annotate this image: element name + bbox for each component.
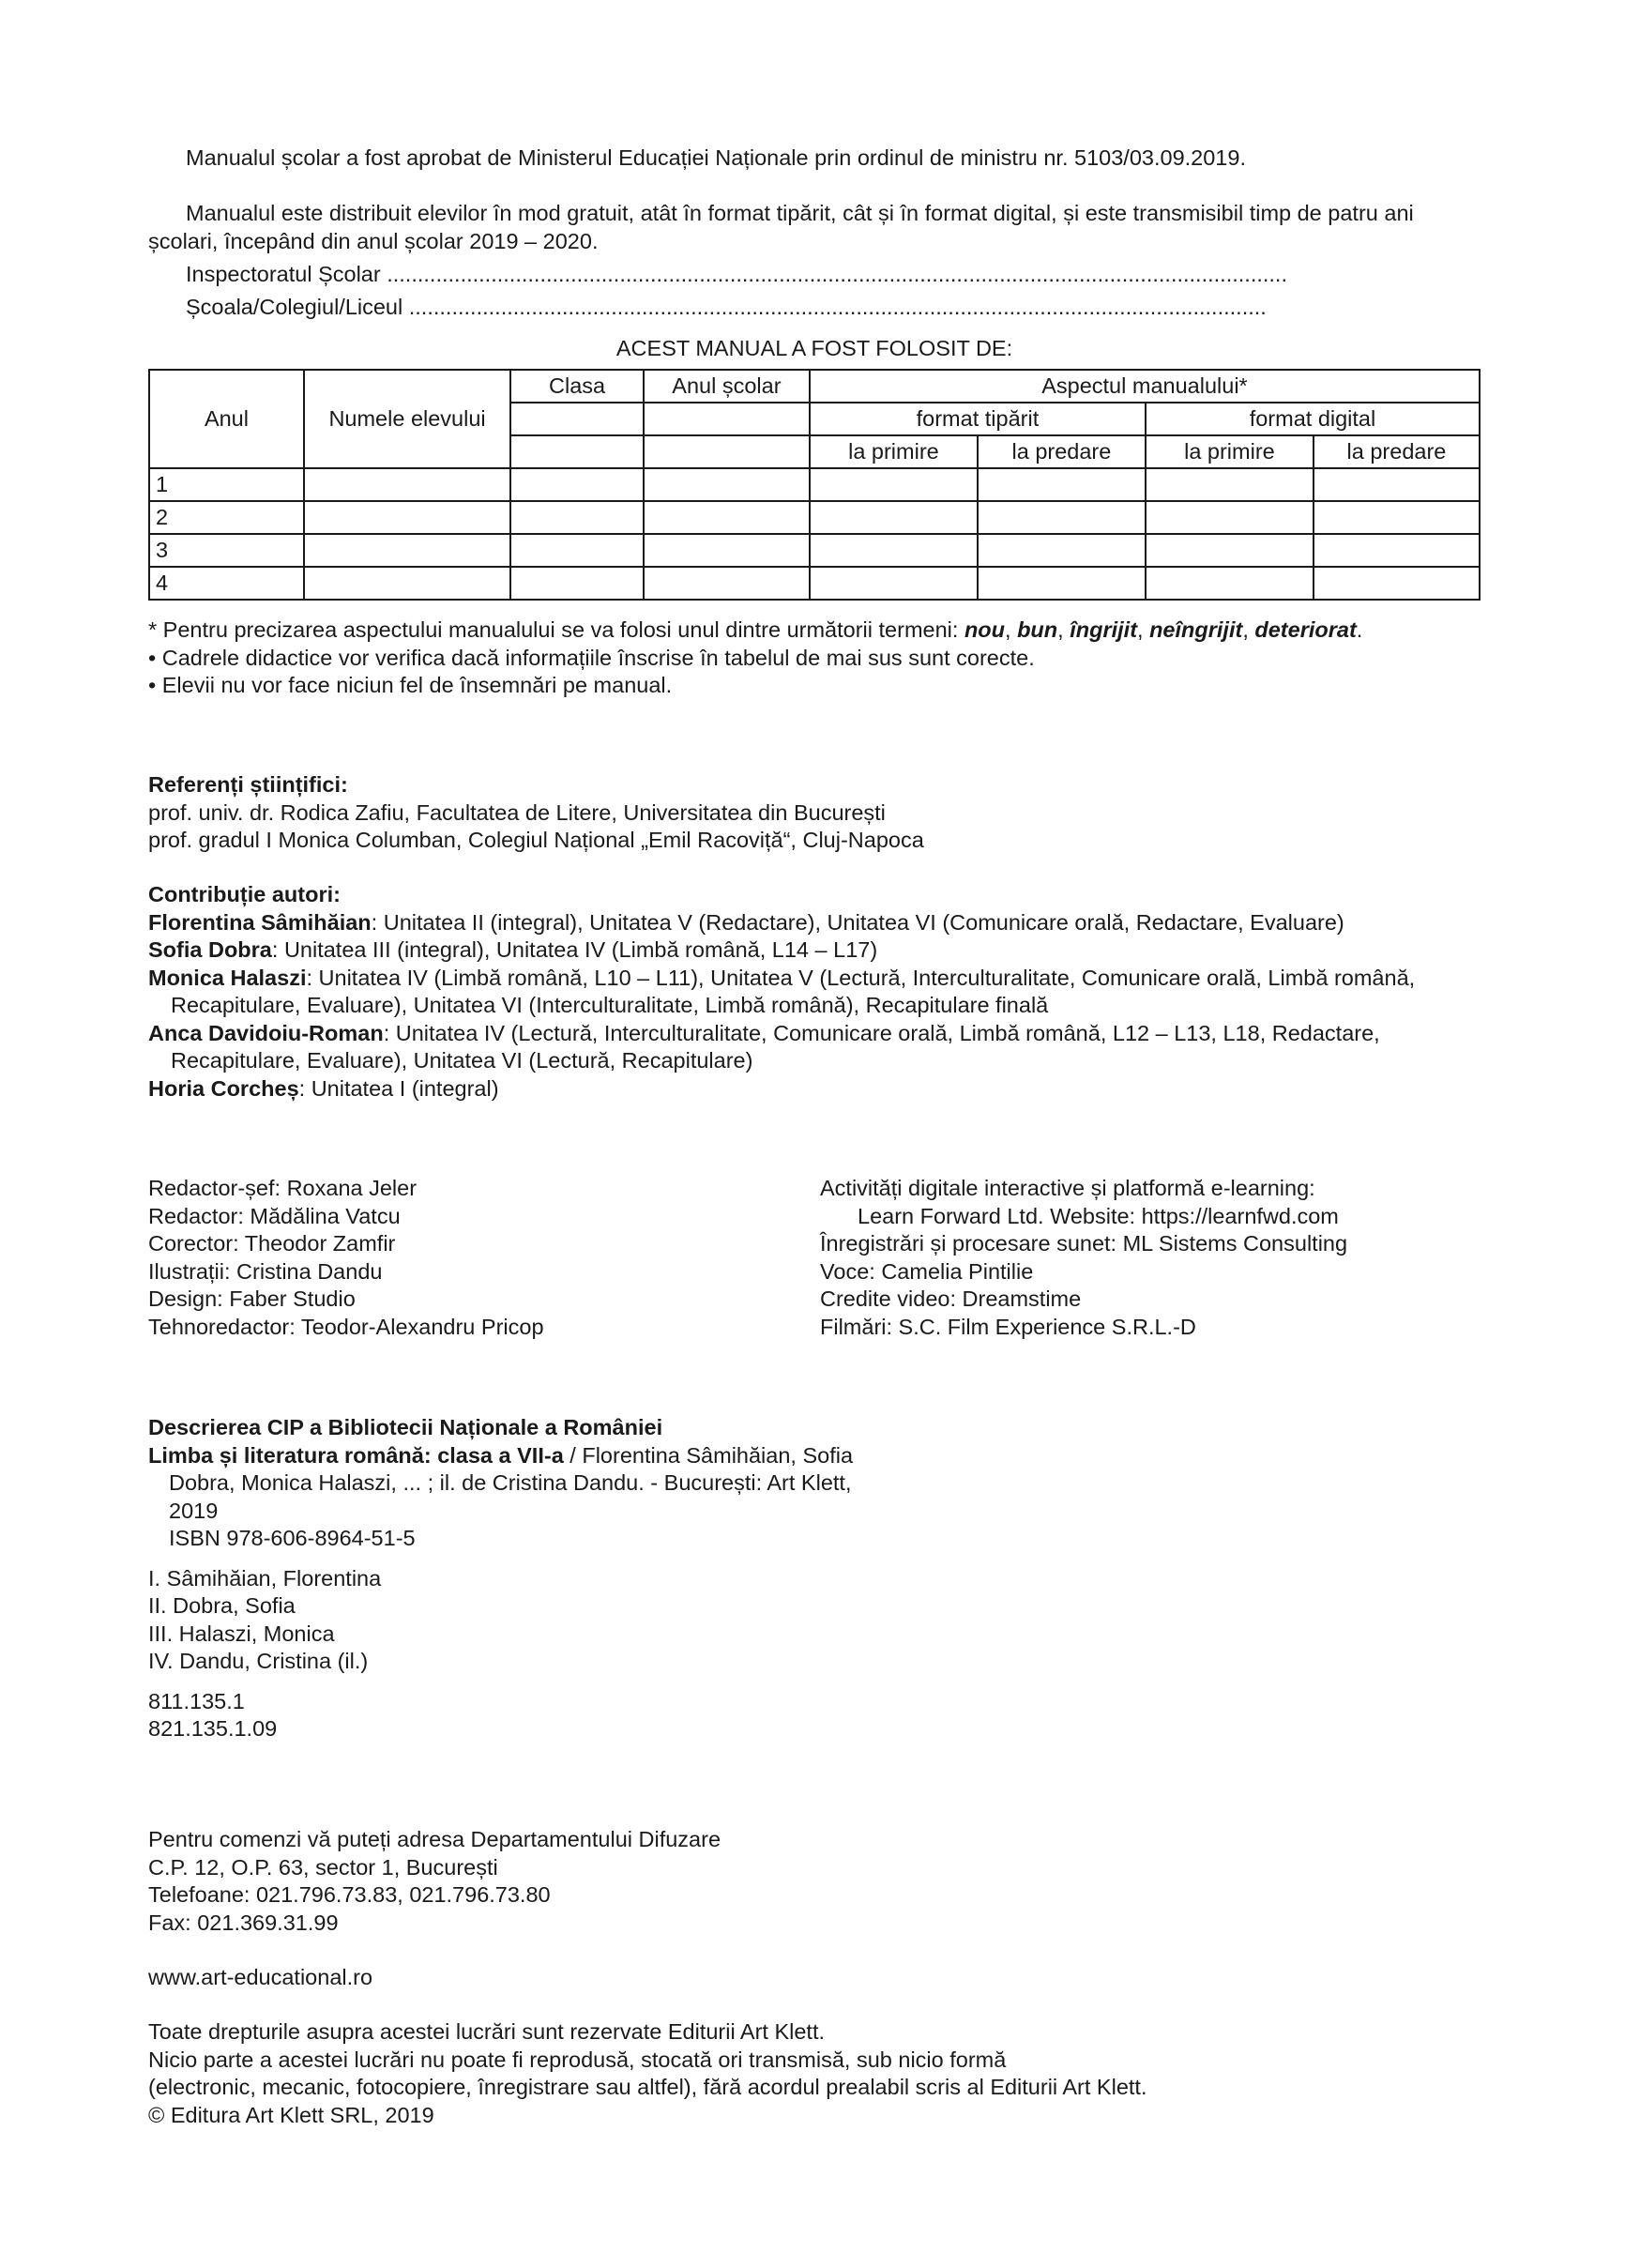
credit-line: Activități digitale interactive și platformă e-learning: bbox=[820, 1176, 1315, 1200]
cip-index-line: IV. Dandu, Cristina (il.) bbox=[148, 1649, 369, 1673]
orders-line: C.P. 12, O.P. 63, sector 1, București bbox=[148, 1854, 498, 1880]
cip-code: 821.135.1.09 bbox=[148, 1716, 278, 1741]
table-row bbox=[149, 501, 1480, 534]
credit-line: Credite video: Dreamstime bbox=[820, 1286, 1082, 1311]
header-anul: Anul bbox=[149, 370, 304, 468]
credit-line: Voce: Camelia Pintilie bbox=[820, 1258, 1034, 1284]
header-format-digital: format digital bbox=[1146, 403, 1480, 435]
header-la-primire: la primire bbox=[1146, 435, 1314, 468]
referent-line: prof. gradul I Monica Columban, Colegiul Național „Emil Racoviță“, Cluj-Napoca bbox=[148, 828, 924, 852]
referenti-section bbox=[148, 771, 1481, 855]
table-row bbox=[149, 468, 1480, 501]
header-la-predare: la predare bbox=[1314, 435, 1480, 468]
approval-text: Manualul școlar a fost aprobat de Ministerul Educației Naționale prin ordinul de ministru nr. 5103/03.09.2019. bbox=[186, 145, 1246, 170]
rights-line: (electronic, mecanic, fotocopiere, înregistrare sau altfel), fără acordul prealabil scris al Editurii Art Klett. bbox=[148, 2075, 1147, 2099]
cip-section bbox=[148, 1414, 880, 1743]
cell bbox=[510, 403, 644, 435]
note-terms: * Pentru precizarea aspectului manualului se va folosi unul dintre următorii termeni: nou, bun, îngrijit, neîngrijit, deteriorat. bbox=[148, 617, 1363, 642]
credit-line: Redactor-șef: Roxana Jeler bbox=[148, 1176, 418, 1200]
row-number: 1 bbox=[149, 468, 304, 501]
contributie-section bbox=[148, 881, 1481, 1103]
author-line: Horia Corcheș: Unitatea I (integral) bbox=[148, 1075, 499, 1101]
credit-line: Corector: Theodor Zamfir bbox=[148, 1231, 396, 1256]
orders-section bbox=[148, 1826, 1481, 1937]
table-title: ACEST MANUAL A FOST FOLOSIT DE: bbox=[615, 336, 1013, 360]
copyright: © Editura Art Klett SRL, 2019 bbox=[148, 2102, 434, 2127]
inspectorat-line: Inspectoratul Școlar ................................................................................................................................................... bbox=[186, 262, 1287, 286]
cip-index-line: II. Dobra, Sofia bbox=[148, 1593, 296, 1618]
cip-index-line: III. Halaszi, Monica bbox=[148, 1621, 335, 1646]
credit-line: Ilustrații: Cristina Dandu bbox=[148, 1258, 383, 1284]
credit-line: Filmări: S.C. Film Experience S.R.L.-D bbox=[820, 1314, 1196, 1339]
cip-heading: Descrierea CIP a Bibliotecii Naționale a României bbox=[148, 1415, 663, 1439]
header-la-primire: la primire bbox=[810, 435, 978, 468]
author-line: Anca Davidoiu-Roman: Unitatea IV (Lectură, Interculturalitate, Comunicare orală, Limbă română, L12 – L13, L18, Redactare, Recapitulare, Evaluare), Unitatea VI (Lectură, Recapitulare) bbox=[148, 1020, 1380, 1073]
cell bbox=[644, 435, 810, 468]
note-students: • Elevii nu vor face niciun fel de însemnări pe manual. bbox=[148, 673, 673, 697]
credits-left bbox=[148, 1175, 805, 1341]
scoala-line: Școala/Colegiul/Liceul ............................................................................................................................................ bbox=[186, 295, 1267, 319]
referent-line: prof. univ. dr. Rodica Zafiu, Facultatea de Litere, Universitatea din București bbox=[148, 799, 886, 825]
table-row bbox=[149, 567, 1480, 600]
cip-code: 811.135.1 bbox=[148, 1688, 245, 1713]
credit-line: Redactor: Mădălina Vatcu bbox=[148, 1203, 401, 1228]
cell bbox=[644, 403, 810, 435]
cell bbox=[510, 435, 644, 468]
distribution-text: Manualul este distribuit elevilor în mod gratuit, atât în format tipărit, cât și în format digital, și este transmisibil timp de patru ani școlari, începând din anul școlar 2019 – 2020. bbox=[148, 201, 1414, 253]
rights-line: Toate drepturile asupra acestei lucrări sunt rezervate Editurii Art Klett. bbox=[148, 2019, 826, 2044]
author-line: Monica Halaszi: Unitatea IV (Limbă română, L10 – L11), Unitatea V (Lectură, Interculturalitate, Comunicare orală, Limbă română, Recapitulare, Evaluare), Unitatea VI (Interculturalitate, Limbă română), Recapitulare finală bbox=[148, 965, 1416, 1017]
rights-section bbox=[148, 2018, 1481, 2129]
header-la-predare: la predare bbox=[978, 435, 1146, 468]
header-clasa: Clasa bbox=[510, 370, 644, 403]
row-number: 3 bbox=[149, 534, 304, 567]
referenti-heading: Referenți științifici: bbox=[148, 772, 348, 797]
cip-isbn: ISBN 978-606-8964-51-5 bbox=[169, 1526, 416, 1550]
table-row bbox=[149, 534, 1480, 567]
usage-table bbox=[148, 369, 1481, 601]
header-aspect: Aspectul manualului* bbox=[810, 370, 1480, 403]
credit-line: Înregistrări și procesare sunet: ML Sistems Consulting bbox=[820, 1231, 1348, 1256]
website-link[interactable]: www.art-educational.ro bbox=[148, 1965, 373, 1989]
credit-line: Tehnoredactor: Teodor-Alexandru Pricop bbox=[148, 1314, 544, 1339]
orders-line: Pentru comenzi vă puteți adresa Departamentului Difuzare bbox=[148, 1827, 721, 1851]
header-format-tiparit: format tipărit bbox=[810, 403, 1146, 435]
cip-description: Limba și literatura română: clasa a VII-a / Florentina Sâmihăian, Sofia Dobra, Monica Halaszi, ... ; il. de Cristina Dandu. - București: Art Klett, 2019 bbox=[148, 1442, 854, 1523]
orders-line: Telefoane: 021.796.73.83, 021.796.73.80 bbox=[148, 1882, 551, 1907]
table-notes bbox=[148, 616, 1481, 700]
cip-index-line: I. Sâmihăian, Florentina bbox=[148, 1565, 382, 1591]
credits-right bbox=[820, 1175, 1481, 1341]
rights-line: Nicio parte a acestei lucrări nu poate fi reprodusă, stocată ori transmisă, sub nicio formă bbox=[148, 2047, 1007, 2072]
credit-line: Learn Forward Ltd. Website: https://learnfwd.com bbox=[858, 1203, 1339, 1228]
note-teachers: • Cadrele didactice vor verifica dacă informațiile înscrise în tabelul de mai sus sunt corecte. bbox=[148, 645, 1035, 670]
orders-line: Fax: 021.369.31.99 bbox=[148, 1910, 339, 1935]
contributie-heading: Contribuție autori: bbox=[148, 882, 341, 906]
row-number: 2 bbox=[149, 501, 304, 534]
author-line: Florentina Sâmihăian: Unitatea II (integral), Unitatea V (Redactare), Unitatea VI (Comunicare orală, Redactare, Evaluare) bbox=[148, 909, 1344, 935]
credit-line: Design: Faber Studio bbox=[148, 1286, 356, 1311]
author-line: Sofia Dobra: Unitatea III (integral), Unitatea IV (Limbă română, L14 – L17) bbox=[148, 937, 878, 962]
header-nume: Numele elevului bbox=[304, 370, 510, 468]
row-number: 4 bbox=[149, 567, 304, 600]
header-anul-scolar: Anul școlar bbox=[644, 370, 810, 403]
